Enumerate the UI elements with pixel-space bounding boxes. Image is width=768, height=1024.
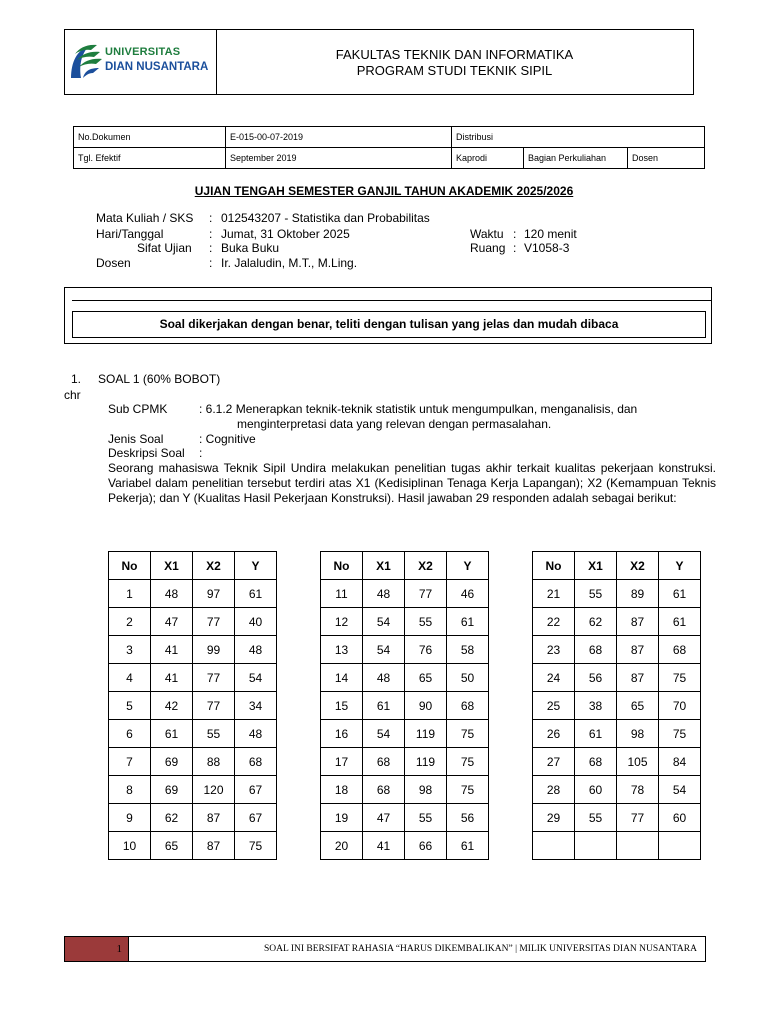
table-cell: 66: [405, 832, 447, 860]
document-header: [64, 29, 694, 95]
table-cell: 55: [405, 804, 447, 832]
table-cell: 11: [321, 580, 363, 608]
table-cell: 87: [617, 636, 659, 664]
table-cell: 88: [193, 748, 235, 776]
table-cell: 8: [109, 776, 151, 804]
table-cell: 23: [533, 636, 575, 664]
table-cell: 47: [151, 608, 193, 636]
table-cell: 2: [109, 608, 151, 636]
table-cell: 12: [321, 608, 363, 636]
table-cell: 22: [533, 608, 575, 636]
column-header: X2: [405, 552, 447, 580]
column-header: X1: [575, 552, 617, 580]
box-divider: [72, 300, 711, 301]
column-header: X2: [193, 552, 235, 580]
table-cell: 70: [659, 692, 701, 720]
university-logo: [65, 30, 217, 94]
table-cell: 68: [447, 692, 489, 720]
table-row: [109, 832, 277, 860]
waktu-label: Waktu: [470, 227, 504, 241]
column-header: Y: [235, 552, 277, 580]
table-cell: 38: [575, 692, 617, 720]
table-cell: 48: [151, 580, 193, 608]
table-row: [533, 776, 701, 804]
table-cell: 41: [363, 832, 405, 860]
logo-line-2: DIAN NUSANTARA: [105, 61, 209, 73]
table-cell: 41: [151, 664, 193, 692]
table-cell: 28: [533, 776, 575, 804]
table-row: [321, 804, 489, 832]
table-row: [533, 580, 701, 608]
table-cell: 54: [363, 720, 405, 748]
kaprodi-cell: Kaprodi: [452, 148, 524, 169]
page-number: 1: [65, 937, 129, 961]
table-cell: 68: [659, 636, 701, 664]
table-cell: 87: [193, 832, 235, 860]
table-cell: 69: [151, 748, 193, 776]
table-cell: 77: [193, 692, 235, 720]
question-description: Seorang mahasiswa Teknik Sipil Undira melakukan penelitian tugas akhir terkait kualitas pekerjaan konstruksi. Variabel dalam penelitian tersebut terdiri atas X1 (Kedisiplinan Tenaga Kerja Lapangan); X2 (Kemampuan Teknis Pekerja); dan Y (Kualitas Hasil Pekerjaan Konstruksi). Hasil jawaban 29 responden adalah sebagai berikut:: [108, 461, 716, 505]
mk-colon: :: [209, 211, 213, 225]
table-cell: 24: [533, 664, 575, 692]
table-row: [321, 776, 489, 804]
table-cell: 77: [617, 804, 659, 832]
table-cell: 98: [617, 720, 659, 748]
footer-text: SOAL INI BERSIFAT RAHASIA “HARUS DIKEMBALIKAN” | MILIK UNIVERSITAS DIAN NUSANTARA: [264, 944, 697, 954]
table-cell: 3: [109, 636, 151, 664]
hari-label: Hari/Tanggal: [96, 227, 164, 241]
table-row: [321, 580, 489, 608]
table-cell: 48: [235, 636, 277, 664]
table-cell: 68: [235, 748, 277, 776]
ruang-colon: :: [513, 241, 517, 255]
table-cell: 1: [109, 580, 151, 608]
table-cell: 61: [363, 692, 405, 720]
table-cell: 105: [617, 748, 659, 776]
table-row: [321, 664, 489, 692]
waktu-value: 120 menit: [524, 227, 577, 241]
table-cell: 68: [575, 636, 617, 664]
table-cell: 84: [659, 748, 701, 776]
table-cell: 58: [447, 636, 489, 664]
table-cell: 65: [617, 692, 659, 720]
table-cell: [617, 832, 659, 860]
table-cell: 60: [659, 804, 701, 832]
table-row: [109, 692, 277, 720]
table-cell: 77: [193, 608, 235, 636]
dosen-cell: Dosen: [628, 148, 705, 169]
table-cell: 40: [235, 608, 277, 636]
table-row: [533, 720, 701, 748]
table-cell: 20: [321, 832, 363, 860]
table-cell: 48: [363, 664, 405, 692]
table-cell: 10: [109, 832, 151, 860]
table-cell: 27: [533, 748, 575, 776]
faculty-name: FAKULTAS TEKNIK DAN INFORMATIKA: [335, 47, 574, 62]
table-cell: 54: [363, 636, 405, 664]
sifat-value: Buka Buku: [221, 241, 280, 255]
table-cell: 75: [447, 748, 489, 776]
hari-colon: :: [209, 227, 213, 241]
table-row: [533, 748, 701, 776]
table-cell: 5: [109, 692, 151, 720]
table-row: [321, 608, 489, 636]
logo-emblem-icon: [69, 42, 103, 80]
question-title: SOAL 1 (60% BOBOT): [98, 372, 221, 386]
table-row: [321, 748, 489, 776]
table-cell: 75: [659, 720, 701, 748]
table-header-row: [321, 552, 489, 580]
table-cell: 50: [447, 664, 489, 692]
table-cell: 77: [405, 580, 447, 608]
table-cell: 4: [109, 664, 151, 692]
deskripsi-label: Deskripsi Soal: [108, 446, 185, 460]
table-row: [533, 832, 701, 860]
table-cell: 55: [575, 804, 617, 832]
table-cell: 69: [151, 776, 193, 804]
dosen-value: Ir. Jalaludin, M.T., M.Ling.: [221, 256, 358, 270]
table-cell: 61: [235, 580, 277, 608]
table-cell: 54: [363, 608, 405, 636]
dosen-label: Dosen: [96, 256, 131, 270]
table-cell: 55: [193, 720, 235, 748]
table-cell: 60: [575, 776, 617, 804]
table-cell: [575, 832, 617, 860]
sifat-colon: :: [209, 241, 213, 255]
data-table-2: [320, 551, 489, 860]
exam-title-wrap: [0, 184, 768, 198]
table-cell: [533, 832, 575, 860]
table-cell: 90: [405, 692, 447, 720]
table-cell: 75: [235, 832, 277, 860]
table-cell: 61: [447, 832, 489, 860]
table-row: [533, 804, 701, 832]
table-row: [321, 720, 489, 748]
program-name: PROGRAM STUDI TEKNIK SIPIL: [356, 63, 553, 78]
table-row: [533, 636, 701, 664]
table-cell: 87: [193, 804, 235, 832]
table-cell: 41: [151, 636, 193, 664]
exam-title: UJIAN TENGAH SEMESTER GANJIL TAHUN AKADEMIK 2025/2026: [194, 184, 574, 198]
logo-line-1: UNIVERSITAS: [105, 46, 181, 58]
table-cell: 25: [533, 692, 575, 720]
table-cell: 6: [109, 720, 151, 748]
jenis-label: Jenis Soal: [108, 432, 164, 446]
table-cell: 98: [405, 776, 447, 804]
table-row: [109, 804, 277, 832]
instruction-box: [64, 287, 712, 344]
table-cell: 87: [617, 664, 659, 692]
jenis-value: : Cognitive: [199, 432, 256, 446]
table-cell: 56: [575, 664, 617, 692]
column-header: X2: [617, 552, 659, 580]
dosen-colon: :: [209, 256, 213, 270]
table-cell: 34: [235, 692, 277, 720]
table-cell: 61: [151, 720, 193, 748]
table-cell: 119: [405, 720, 447, 748]
table-cell: 78: [617, 776, 659, 804]
table-cell: 56: [447, 804, 489, 832]
table-cell: 62: [151, 804, 193, 832]
table-cell: [659, 832, 701, 860]
waktu-colon: :: [513, 227, 517, 241]
table-row: [109, 664, 277, 692]
cpmk-label: Sub CPMK: [108, 402, 168, 416]
table-row: [533, 608, 701, 636]
document-info-table: [73, 126, 705, 169]
cpmk-value-2: menginterpretasi data yang relevan dengan permasalahan.: [237, 417, 552, 431]
stray-text: chr: [64, 388, 81, 402]
table-cell: 55: [405, 608, 447, 636]
column-header: X1: [151, 552, 193, 580]
table-row: [321, 692, 489, 720]
table-cell: 9: [109, 804, 151, 832]
table-cell: 61: [659, 580, 701, 608]
table-cell: 99: [193, 636, 235, 664]
table-cell: 65: [405, 664, 447, 692]
table-cell: 67: [235, 804, 277, 832]
table-row: [533, 664, 701, 692]
table-header-row: [533, 552, 701, 580]
column-header: No: [533, 552, 575, 580]
table-cell: 47: [363, 804, 405, 832]
sifat-label: Sifat Ujian: [137, 241, 192, 255]
column-header: No: [109, 552, 151, 580]
no-dokumen-label: No.Dokumen: [74, 127, 226, 148]
table-cell: 17: [321, 748, 363, 776]
table-cell: 67: [235, 776, 277, 804]
question-number: 1.: [71, 372, 82, 386]
table-cell: 13: [321, 636, 363, 664]
table-cell: 68: [363, 776, 405, 804]
cpmk-value-1: : 6.1.2 Menerapkan teknik-teknik statistik untuk mengumpulkan, menganalisis, dan: [199, 402, 638, 416]
table-cell: 87: [617, 608, 659, 636]
table-header-row: [109, 552, 277, 580]
table-row: [321, 832, 489, 860]
table-row: [321, 636, 489, 664]
table-row: [109, 580, 277, 608]
table-cell: 55: [575, 580, 617, 608]
table-cell: 18: [321, 776, 363, 804]
table-cell: 48: [363, 580, 405, 608]
column-header: X1: [363, 552, 405, 580]
table-cell: 54: [659, 776, 701, 804]
column-header: Y: [659, 552, 701, 580]
table-cell: 14: [321, 664, 363, 692]
data-table-3: [532, 551, 701, 860]
deskripsi-colon: :: [199, 446, 203, 460]
no-dokumen-value: E-015-00-07-2019: [226, 127, 452, 148]
table-cell: 46: [447, 580, 489, 608]
table-row: [109, 608, 277, 636]
table-row: [533, 692, 701, 720]
table-cell: 7: [109, 748, 151, 776]
table-cell: 26: [533, 720, 575, 748]
table-row: [109, 748, 277, 776]
table-cell: 75: [447, 720, 489, 748]
table-cell: 42: [151, 692, 193, 720]
data-table-1: [108, 551, 277, 860]
table-cell: 119: [405, 748, 447, 776]
hari-value: Jumat, 31 Oktober 2025: [221, 227, 350, 241]
bagian-perkuliahan-cell: Bagian Perkuliahan: [524, 148, 628, 169]
table-cell: 77: [193, 664, 235, 692]
table-cell: 61: [575, 720, 617, 748]
table-cell: 21: [533, 580, 575, 608]
table-cell: 68: [575, 748, 617, 776]
table-cell: 89: [617, 580, 659, 608]
distribusi-label: Distribusi: [452, 127, 705, 148]
table-cell: 75: [659, 664, 701, 692]
table-cell: 65: [151, 832, 193, 860]
column-header: Y: [447, 552, 489, 580]
table-row: [109, 720, 277, 748]
faculty-title: [216, 47, 693, 79]
tgl-efektif-value: September 2019: [226, 148, 452, 169]
mk-value: 012543207 - Statistika dan Probabilitas: [221, 211, 430, 225]
table-cell: 120: [193, 776, 235, 804]
tgl-efektif-label: Tgl. Efektif: [74, 148, 226, 169]
table-cell: 16: [321, 720, 363, 748]
ruang-label: Ruang: [470, 241, 506, 255]
table-cell: 54: [235, 664, 277, 692]
table-row: [109, 636, 277, 664]
ruang-value: V1058-3: [524, 241, 570, 255]
table-row: [109, 776, 277, 804]
column-header: No: [321, 552, 363, 580]
table-cell: 61: [447, 608, 489, 636]
table-cell: 15: [321, 692, 363, 720]
table-cell: 68: [363, 748, 405, 776]
table-cell: 75: [447, 776, 489, 804]
instruction-text: Soal dikerjakan dengan benar, teliti dengan tulisan yang jelas dan mudah dibaca: [72, 311, 706, 338]
table-cell: 62: [575, 608, 617, 636]
table-cell: 48: [235, 720, 277, 748]
mk-label: Mata Kuliah / SKS: [96, 211, 194, 225]
table-cell: 29: [533, 804, 575, 832]
table-cell: 76: [405, 636, 447, 664]
table-cell: 19: [321, 804, 363, 832]
table-cell: 61: [659, 608, 701, 636]
page-footer: [64, 936, 706, 962]
table-cell: 97: [193, 580, 235, 608]
